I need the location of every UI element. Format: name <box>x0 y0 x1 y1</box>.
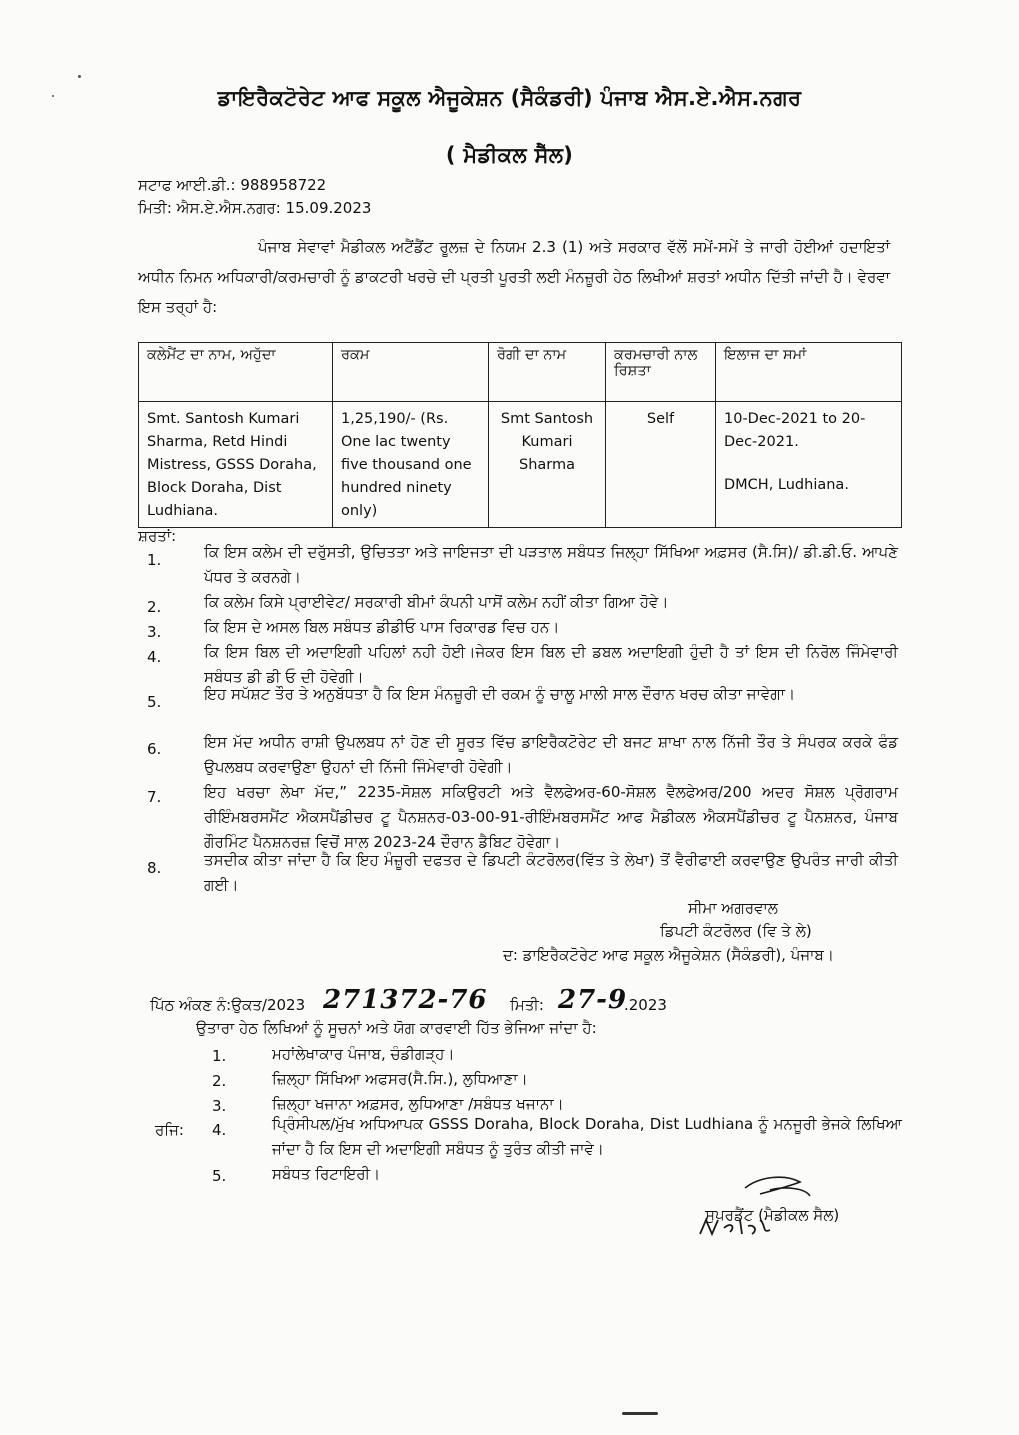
table-row <box>139 402 902 528</box>
claim-table <box>138 342 902 528</box>
condition-text: ਤਸਦੀਕ ਕੀਤਾ ਜਾਂਦਾ ਹੈ ਕਿ ਇਹ ਮੰਜ਼ੂਰੀ ਦਫਤਰ ਦੇ ਡਿਪਟੀ ਕੰਟਰੋਲਰ(ਵਿੱਤ ਤੇ ਲੇਖਾ) ਤੋਂ ਵੈਰੀਫਾਈ ਕਰਵਾਉਣ ਉਪਰੰਤ ਜਾਰੀ ਕੀਤੀ ਗਈ। <box>204 851 898 894</box>
signatory-designation: ਡਿਪਟੀ ਕੰਟਰੋਲਰ (ਵਿ ਤੇ ਲੇ) <box>660 922 812 940</box>
col-amount: ਰਕਮ <box>333 343 489 402</box>
amount-cell: 1,25,190/- (Rs. One lac twenty five thousand one hundred ninety only) <box>333 402 489 528</box>
condition-number: 3. <box>147 623 162 641</box>
claimant-cell: Smt. Santosh Kumari Sharma, Retd Hindi Mistress, GSSS Doraha, Block Doraha, Dist Ludhiana. <box>139 402 333 528</box>
scan-speck <box>78 75 81 78</box>
recipient-text: ਪ੍ਰਿੰਸੀਪਲ/ਮੁੱਖ ਅਧਿਆਪਕ GSSS Doraha, Block Doraha, Dist Ludhiana ਨੂੰ ਮਨਜੂਰੀ ਭੇਜਕੇ ਲਿਖਿਆ ਜਾਂਦਾ ਹੈ ਕਿ ਇਸ ਦੀ ਅਦਾਇਗੀ ਸਬੰਧਤ ਨੂੰ ਤੁਰੰਤ ਕੀਤੀ ਜਾਵੇ। <box>272 1115 902 1158</box>
superintendent-title: ਸੁਪਰਡੈਂਟ (ਮੈਡੀਕਲ ਸੈਲ) <box>705 1206 840 1224</box>
intro-paragraph: ਪੰਜਾਬ ਸੇਵਾਵਾਂ ਮੈਡੀਕਲ ਅਟੈਂਡੈਂਟ ਰੂਲਜ਼ ਦੇ ਨਿਯਮ 2.3 (1) ਅਤੇ ਸਰਕਾਰ ਵੱਲੋਂ ਸਮੇਂ-ਸਮੇਂ ਤੇ ਜਾਰੀ ਹੋਈਆਂ ਹਦਾਇਤਾਂ ਅਧੀਨ ਨਿਮਨ ਅਧਿਕਾਰੀ/ਕਰਮਚਾਰੀ ਨੂੰ ਡਾਕਟਰੀ ਖਰਚੇ ਦੀ ਪ੍ਰਤੀ ਪੂਰਤੀ ਲਈ ਮੰਨਜ਼ੂਰੀ ਹੇਠ ਲਿਖੀਆਂ ਸ਼ਰਤਾਂ ਅਧੀਨ ਦਿੱਤੀ ਜਾਂਦੀ ਹੈ। ਵੇਰਵਾ ਇਸ ਤਰ੍ਹਾਂ ਹੈ: <box>138 238 890 316</box>
col-relation: ਕਰਮਚਾਰੀ ਨਾਲ ਰਿਸ਼ਤਾ <box>606 343 716 402</box>
endorsement-intro: ਉਤਾਰਾ ਹੇਠ ਲਿਖਿਆਂ ਨੂੰ ਸੂਚਨਾਂ ਅਤੇ ਯੋਗ ਕਾਰਵਾਈ ਹਿੱਤ ਭੇਜਿਆ ਜਾਂਦਾ ਹੈ: <box>196 1019 597 1037</box>
endorsement-date-label: ਮਿਤੀ: <box>510 996 544 1014</box>
condition-number: 8. <box>147 859 162 877</box>
endorsement-ref: ਪਿੱਠ ਅੰਕਣ ਨੰ:ਉਕਤ/2023 <box>150 996 306 1014</box>
treatment-period: 10-Dec-2021 to 20-Dec-2021. <box>724 411 866 450</box>
handwritten-ref-number: 271372-76 <box>323 985 488 1015</box>
registered-label: ਰਜਿ: <box>155 1121 184 1139</box>
recipient-number: 2. <box>212 1072 227 1090</box>
staff-id: ਸਟਾਫ ਆਈ.ਡੀ.: 988958722 <box>138 176 327 194</box>
recipient-number: 5. <box>212 1167 227 1185</box>
signatory-office: ਦ: ਡਾਇਰੈਕਟੋਰੇਟ ਆਫ ਸਕੂਲ ਐਜੂਕੇਸ਼ਨ (ਸੈਕੰਡਰੀ), ਪੰਜਾਬ। <box>503 946 834 964</box>
condition-text: ਇਹ ਸਪੱਸ਼ਟ ਤੌਰ ਤੇ ਅਨੁਬੱਧਤਾ ਹੈ ਕਿ ਇਸ ਮੰਨਜ਼ੂਰੀ ਦੀ ਰਕਮ ਨੂੰ ਚਾਲੂ ਮਾਲੀ ਸਾਲ ਦੌਰਾਨ ਖਰਚ ਕੀਤਾ ਜਾਵੇਗਾ। <box>204 685 796 703</box>
period-cell <box>716 402 902 528</box>
condition-text: ਇਸ ਮੱਦ ਅਧੀਨ ਰਾਸ਼ੀ ਉਪਲਬਧ ਨਾਂ ਹੋਣ ਦੀ ਸੂਰਤ ਵਿੱਚ ਡਾਇਰੈਕਟੋਰੇਟ ਦੀ ਬਜਟ ਸ਼ਾਖਾ ਨਾਲ ਨਿੱਜੀ ਤੌਰ ਤੇ ਸੰਪਰਕ ਕਰਕੇ ਫੰਡ ਉਪਲਬਧ ਕਰਵਾਉਣਾ ਉਹਨਾਂ ਦੀ ਨਿੱਜੀ ਜਿੰਮੇਵਾਰੀ ਹੋਵੇਗੀ। <box>204 733 898 776</box>
hospital-name: DMCH, Ludhiana. <box>724 477 849 493</box>
relation-cell: Self <box>606 402 716 528</box>
recipient-text: ਜ਼ਿਲ੍ਹਾ ਖਜਾਨਾ ਅਫ਼ਸਰ, ਲੁਧਿਆਣਾ /ਸਬੰਧਤ ਖਜਾਨਾ। <box>272 1095 564 1113</box>
claim-table-header <box>139 343 902 402</box>
issue-date: ਮਿਤੀ: ਐਸ.ਏ.ਐਸ.ਨਗਰ: 15.09.2023 <box>138 199 372 217</box>
condition-text: ਇਹ ਖਰਚਾ ਲੇਖਾ ਮੱਦ,” 2235-ਸੋਸ਼ਲ ਸਕਿਉਰਟੀ ਅਤੇ ਵੈਲਫੇਅਰ-60-ਸੋਸ਼ਲ ਵੈਲਫੇਅਰ/200 ਅਦਰ ਸੋਸ਼ਲ ਪ੍ਰੋਗਰਾਮ ਰੀਇੰਮਬਰਸਮੈਂਟ ਐਕਸਪੈਂਡੀਚਰ ਟੂ ਪੈਨਸ਼ਨਰ-03-00-91-ਰੀਇੰਮਬਰਸਮੈਂਟ ਆਫ ਮੈਡੀਕਲ ਐਕਸਪੈਂਡੀਚਰ ਟੂ ਪੈਨਸ਼ਨਰ, ਪੰਜਾਬ ਗੌਰਮਿੰਟ ਪੈਨਸ਼ਨਰਜ਼ ਵਿਚੋਂ ਸਾਲ 2023-24 ਦੌਰਾਨ ਡੈਬਿਟ ਹੋਵੇਗਾ। <box>204 783 898 851</box>
condition-number: 6. <box>147 740 162 758</box>
patient-cell: Smt Santosh Kumari Sharma <box>489 402 606 528</box>
condition-number: 2. <box>147 598 162 616</box>
condition-number: 7. <box>147 788 162 806</box>
col-patient: ਰੋਗੀ ਦਾ ਨਾਮ <box>489 343 606 402</box>
condition-text: ਕਿ ਇਸ ਕਲੇਮ ਦੀ ਦਰੁੱਸਤੀ, ਉਚਿਤਤਾ ਅਤੇ ਜਾਇਜਤਾ ਦੀ ਪੜਤਾਲ ਸਬੰਧਤ ਜਿਲ੍ਹਾ ਸਿੱਖਿਆ ਅਫ਼ਸਰ (ਸੈ.ਸਿ)/ ਡੀ.ਡੀ.ਓ. ਆਪਣੇ ਪੱਧਰ ਤੇ ਕਰਨਗੇ। <box>204 543 898 586</box>
condition-number: 5. <box>147 693 162 711</box>
conditions-label: ਸ਼ਰਤਾਂ: <box>138 527 177 545</box>
recipient-number: 1. <box>212 1047 227 1065</box>
recipient-text: ਜ਼ਿਲ੍ਹਾ ਸਿੱਖਿਆ ਅਫਸਰ(ਸੈ.ਸਿ.), ਲੁਧਿਆਣਾ। <box>272 1070 528 1088</box>
col-period: ਇਲਾਜ ਦਾ ਸਮਾਂ <box>716 343 902 402</box>
scan-mark <box>622 1412 658 1415</box>
handwritten-date: 27-9 <box>558 985 628 1015</box>
signatory-name: ਸੀਮਾ ਅਗਰਵਾਲ <box>688 899 778 917</box>
recipient-number: 4. <box>212 1121 227 1139</box>
document-title: ਡਾਇਰੈਕਟੋਰੇਟ ਆਫ ਸਕੂਲ ਐਜੂਕੇਸ਼ਨ (ਸੈਕੰਡਰੀ) ਪੰਜਾਬ ਐਸ.ਏ.ਐਸ.ਨਗਰ <box>217 86 802 110</box>
col-claimant: ਕਲੇਮੈਂਟ ਦਾ ਨਾਮ, ਅਹੁੱਦਾ <box>139 343 333 402</box>
recipient-text: ਮਹਾਂਲੇਖਾਕਾਰ ਪੰਜਾਬ, ਚੰਡੀਗੜ੍ਹ। <box>272 1045 455 1063</box>
endorsement-year: .2023 <box>624 996 667 1014</box>
condition-text: ਕਿ ਇਸ ਬਿਲ ਦੀ ਅਦਾਇਗੀ ਪਹਿਲਾਂ ਨਹੀ ਹੋਈ।ਜੇਕਰ ਇਸ ਬਿਲ ਦੀ ਡਬਲ ਅਦਾਇਗੀ ਹੁੰਦੀ ਹੈ ਤਾਂ ਇਸ ਦੀ ਨਿਰੋਲ ਜਿੰਮੇਵਾਰੀ ਸਬੰਧਤ ਡੀ ਡੀ ਓ ਦੀ ਹੋਵੇਗੀ। <box>204 643 898 686</box>
condition-number: 4. <box>147 648 162 666</box>
recipient-text: ਸਬੰਧਤ ਰਿਟਾਇਰੀ। <box>272 1165 381 1183</box>
condition-text: ਕਿ ਇਸ ਦੇ ਅਸਲ ਬਿਲ ਸਬੰਧਤ ਡੀਡੀਓ ਪਾਸ ਰਿਕਾਰਡ ਵਿਚ ਹਨ। <box>204 618 560 636</box>
condition-number: 1. <box>147 551 162 569</box>
condition-text: ਕਿ ਕਲੇਮ ਕਿਸੇ ਪ੍ਰਾਈਵੇਟ/ ਸਰਕਾਰੀ ਬੀਮਾਂ ਕੰਪਨੀ ਪਾਸੋਂ ਕਲੇਮ ਨਹੀਂ ਕੀਤਾ ਗਿਆ ਹੋਵੇ। <box>204 593 669 611</box>
recipient-number: 3. <box>212 1097 227 1115</box>
document-subtitle: ( ਮੈਡੀਕਲ ਸੈੱਲ) <box>445 143 574 167</box>
